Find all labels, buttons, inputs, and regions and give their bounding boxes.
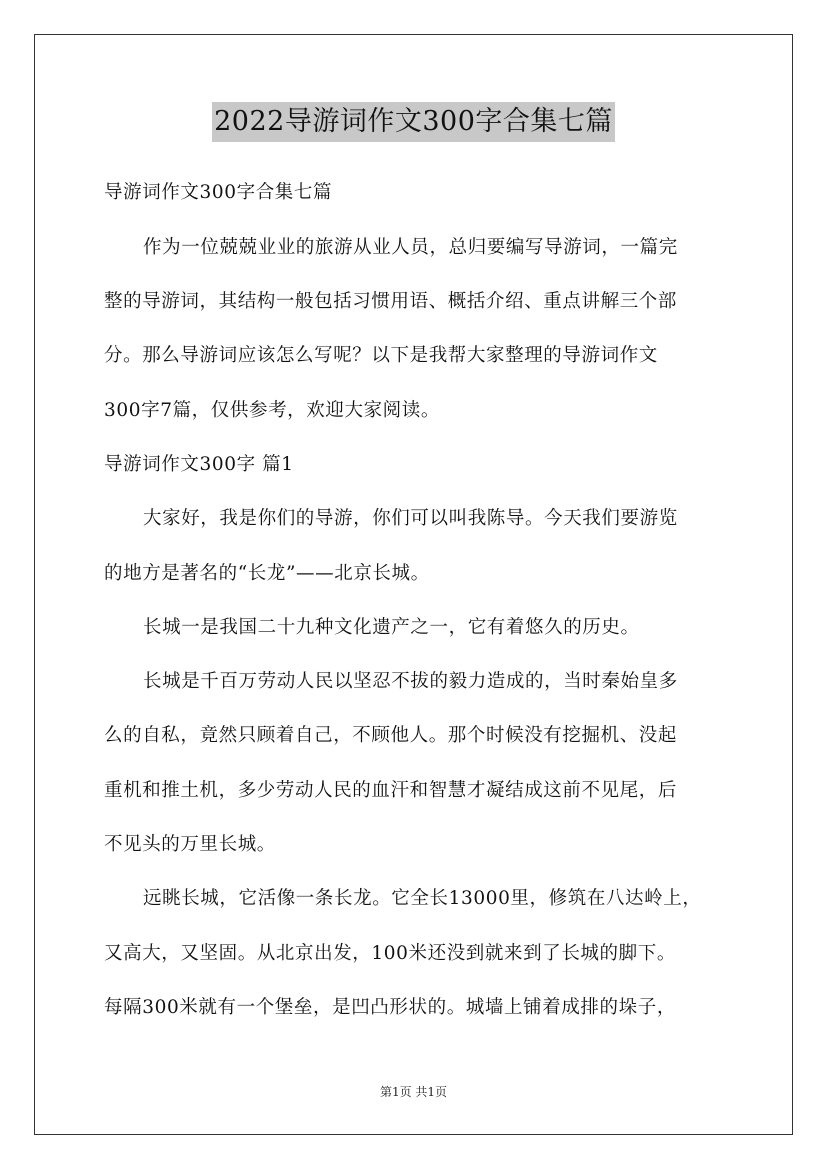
text-line: 整的导游词，其结构一般包括习惯用语、概括介绍、重点讲解三个部 — [104, 291, 678, 312]
section-heading: 导游词作文300字 篇1 — [104, 454, 294, 475]
text-line: 又高大，又坚固。从北京出发，100米还没到就来到了长城的脚下。 — [104, 943, 676, 964]
text-line: 300字7篇，仅供参考，欢迎大家阅读。 — [104, 400, 440, 421]
text-line: 长城是千百万劳动人民以坚忍不拔的毅力造成的，当时秦始皇多 — [143, 671, 678, 692]
text-line: 重机和推土机，多少劳动人民的血汗和智慧才凝结成这前不见尾，后 — [104, 780, 678, 801]
text-line: 作为一位兢兢业业的旅游从业人员，总归要编写导游词，一篇完 — [143, 237, 678, 258]
text-line: 远眺长城，它活像一条长龙。它全长13000里，修筑在八达岭上， — [143, 888, 702, 909]
text-line: 么的自私，竟然只顾着自己，不顾他人。那个时候没有挖掘机、没起 — [104, 725, 678, 746]
text-line: 大家好，我是你们的导游，你们可以叫我陈导。今天我们要游览 — [143, 508, 678, 529]
title-container — [0, 102, 827, 142]
text-line: 不见头的万里长城。 — [104, 834, 276, 855]
document-title: 2022导游词作文300字合集七篇 — [212, 102, 615, 142]
text-line: 长城一是我国二十九种文化遗产之一，它有着悠久的历史。 — [143, 617, 640, 638]
text-line: 的地方是著名的“长龙”——北京长城。 — [104, 563, 430, 584]
text-line: 每隔300米就有一个堡垒，是凹凸形状的。城墙上铺着成排的垛子， — [104, 997, 676, 1018]
text-line-subtitle: 导游词作文300字合集七篇 — [104, 182, 333, 203]
page-footer: 第1页 共1页 — [379, 1085, 448, 1099]
text-line: 分。那么导游词应该怎么写呢？以下是我帮大家整理的导游词作文 — [104, 345, 658, 366]
